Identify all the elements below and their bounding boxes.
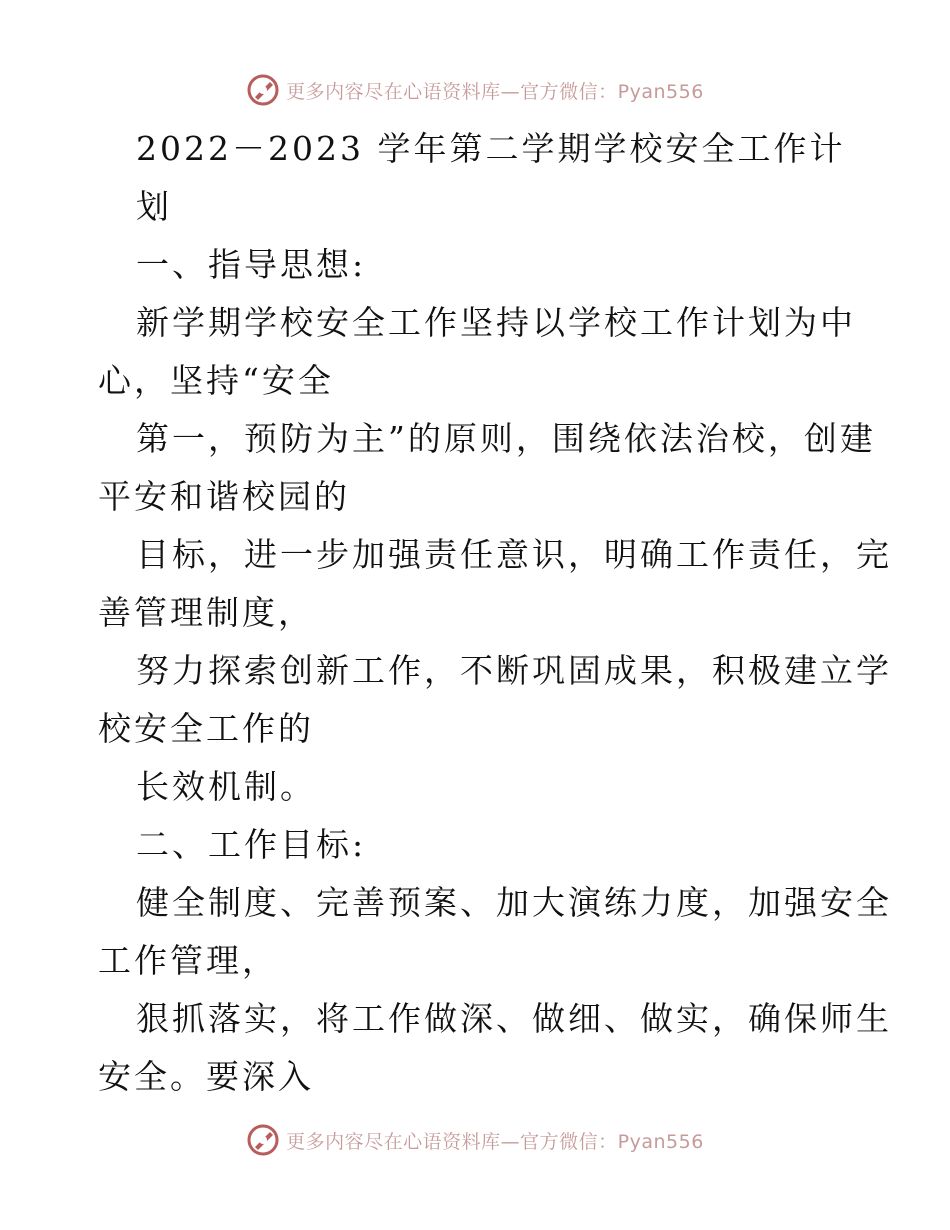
paragraph-line: 狠抓落实，将工作做深、做细、做实，确保师生	[136, 999, 892, 1038]
paragraph-line: 心，坚持“安全	[98, 361, 334, 400]
paragraph-line: 努力探索创新工作，不断巩固成果，积极建立学	[136, 651, 892, 690]
section-heading-2: 二、工作目标:	[136, 825, 367, 864]
doc-title-line-2: 划	[136, 187, 172, 226]
paragraph-line: 校安全工作的	[98, 709, 314, 748]
paragraph-line: 新学期学校安全工作坚持以学校工作计划为中	[136, 303, 856, 342]
logo-icon	[246, 73, 280, 107]
doc-title-line-1: 2022－2023 学年第二学期学校安全工作计	[136, 129, 846, 168]
watermark-banner-bottom	[0, 1120, 950, 1160]
paragraph-line: 平安和谐校园的	[98, 477, 350, 516]
section-heading-1: 一、指导思想:	[136, 245, 367, 284]
logo-icon	[246, 1123, 280, 1157]
paragraph-line: 长效机制。	[136, 767, 316, 806]
paragraph-line: 安全。要深入	[98, 1057, 314, 1096]
paragraph-line: 第一，预防为主”的原则，围绕依法治校，创建	[136, 419, 876, 458]
paragraph-line: 健全制度、完善预案、加大演练力度，加强安全	[136, 883, 892, 922]
watermark-banner-top	[0, 70, 950, 110]
paragraph-line: 工作管理，	[98, 941, 278, 980]
paragraph-line: 目标，进一步加强责任意识，明确工作责任，完	[136, 535, 892, 574]
watermark-text: 更多内容尽在心语资料库—官方微信：Pyan556	[286, 80, 704, 103]
paragraph-line: 善管理制度，	[98, 593, 314, 632]
watermark-text: 更多内容尽在心语资料库—官方微信：Pyan556	[286, 1130, 704, 1153]
